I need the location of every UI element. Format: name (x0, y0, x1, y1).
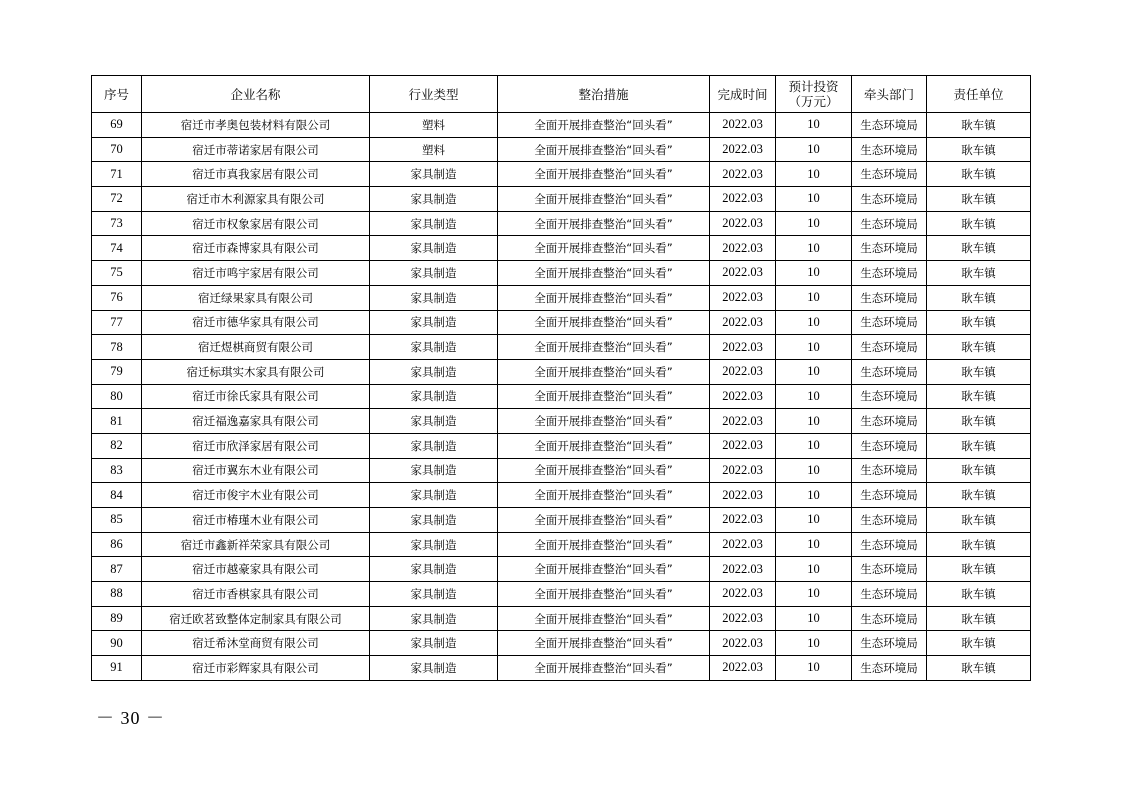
table-row (92, 335, 1031, 360)
col-estimated-investment: 10 (776, 631, 852, 656)
table-row (92, 359, 1031, 384)
table-row (92, 236, 1031, 261)
col-completion-time: 2022.03 (710, 187, 776, 212)
col-company-name: 宿迁希沐堂商贸有限公司 (142, 631, 370, 656)
header-col-responsible-unit: 责任单位 (927, 76, 1031, 113)
col-completion-time: 2022.03 (710, 113, 776, 138)
col-completion-time: 2022.03 (710, 359, 776, 384)
col-remediation-measure: 全面开展排查整治“回头看” (498, 582, 710, 607)
col-estimated-investment: 10 (776, 359, 852, 384)
col-lead-department: 生态环境局 (852, 384, 927, 409)
col-industry-type: 家具制造 (370, 508, 498, 533)
col-responsible-unit: 耿车镇 (927, 211, 1031, 236)
col-company-name: 宿迁福逸嘉家具有限公司 (142, 409, 370, 434)
col-responsible-unit: 耿车镇 (927, 631, 1031, 656)
col-lead-department: 生态环境局 (852, 631, 927, 656)
col-completion-time: 2022.03 (710, 310, 776, 335)
col-industry-type: 家具制造 (370, 409, 498, 434)
col-company-name: 宿迁绿果家具有限公司 (142, 285, 370, 310)
col-responsible-unit: 耿车镇 (927, 137, 1031, 162)
col-company-name: 宿迁市翼东木业有限公司 (142, 458, 370, 483)
col-company-name: 宿迁市欣泽家居有限公司 (142, 433, 370, 458)
table-row (92, 458, 1031, 483)
col-estimated-investment: 10 (776, 483, 852, 508)
col-remediation-measure: 全面开展排查整治“回头看” (498, 532, 710, 557)
col-completion-time: 2022.03 (710, 508, 776, 533)
col-estimated-investment: 10 (776, 384, 852, 409)
col-remediation-measure: 全面开展排查整治“回头看” (498, 557, 710, 582)
table-row (92, 582, 1031, 607)
col-lead-department: 生态环境局 (852, 458, 927, 483)
col-serial: 76 (92, 285, 142, 310)
col-remediation-measure: 全面开展排查整治“回头看” (498, 656, 710, 681)
col-industry-type: 家具制造 (370, 582, 498, 607)
col-company-name: 宿迁市越豪家具有限公司 (142, 557, 370, 582)
col-lead-department: 生态环境局 (852, 557, 927, 582)
col-lead-department: 生态环境局 (852, 656, 927, 681)
col-completion-time: 2022.03 (710, 384, 776, 409)
table-row (92, 310, 1031, 335)
col-estimated-investment: 10 (776, 508, 852, 533)
col-responsible-unit: 耿车镇 (927, 409, 1031, 434)
col-industry-type: 家具制造 (370, 359, 498, 384)
col-responsible-unit: 耿车镇 (927, 187, 1031, 212)
header-col-lead-department: 牵头部门 (852, 76, 927, 113)
col-remediation-measure: 全面开展排查整治“回头看” (498, 508, 710, 533)
table-row (92, 137, 1031, 162)
col-lead-department: 生态环境局 (852, 409, 927, 434)
col-serial: 75 (92, 261, 142, 286)
col-company-name: 宿迁市权象家居有限公司 (142, 211, 370, 236)
col-completion-time: 2022.03 (710, 433, 776, 458)
col-lead-department: 生态环境局 (852, 261, 927, 286)
col-industry-type: 家具制造 (370, 211, 498, 236)
table-row (92, 285, 1031, 310)
col-estimated-investment: 10 (776, 458, 852, 483)
col-estimated-investment: 10 (776, 285, 852, 310)
col-serial: 87 (92, 557, 142, 582)
col-company-name: 宿迁市木利源家具有限公司 (142, 187, 370, 212)
col-remediation-measure: 全面开展排查整治“回头看” (498, 236, 710, 261)
col-estimated-investment: 10 (776, 656, 852, 681)
col-remediation-measure: 全面开展排查整治“回头看” (498, 261, 710, 286)
col-completion-time: 2022.03 (710, 137, 776, 162)
col-industry-type: 家具制造 (370, 187, 498, 212)
col-serial: 88 (92, 582, 142, 607)
col-responsible-unit: 耿车镇 (927, 236, 1031, 261)
table-body (92, 113, 1031, 681)
col-completion-time: 2022.03 (710, 606, 776, 631)
col-company-name: 宿迁市彩辉家具有限公司 (142, 656, 370, 681)
col-estimated-investment: 10 (776, 187, 852, 212)
col-industry-type: 家具制造 (370, 631, 498, 656)
table-row (92, 113, 1031, 138)
col-responsible-unit: 耿车镇 (927, 285, 1031, 310)
col-company-name: 宿迁市真我家居有限公司 (142, 162, 370, 187)
col-company-name: 宿迁市鑫新祥荣家具有限公司 (142, 532, 370, 557)
header-col-completion-time: 完成时间 (710, 76, 776, 113)
col-responsible-unit: 耿车镇 (927, 433, 1031, 458)
col-serial: 70 (92, 137, 142, 162)
col-completion-time: 2022.03 (710, 631, 776, 656)
col-company-name: 宿迁煜棋商贸有限公司 (142, 335, 370, 360)
col-industry-type: 家具制造 (370, 162, 498, 187)
col-industry-type: 家具制造 (370, 656, 498, 681)
col-remediation-measure: 全面开展排查整治“回头看” (498, 606, 710, 631)
col-responsible-unit: 耿车镇 (927, 458, 1031, 483)
col-remediation-measure: 全面开展排查整治“回头看” (498, 409, 710, 434)
col-estimated-investment: 10 (776, 433, 852, 458)
col-lead-department: 生态环境局 (852, 335, 927, 360)
col-responsible-unit: 耿车镇 (927, 656, 1031, 681)
col-industry-type: 家具制造 (370, 335, 498, 360)
col-responsible-unit: 耿车镇 (927, 606, 1031, 631)
table-row (92, 187, 1031, 212)
col-serial: 91 (92, 656, 142, 681)
table-row (92, 656, 1031, 681)
col-remediation-measure: 全面开展排查整治“回头看” (498, 137, 710, 162)
col-industry-type: 家具制造 (370, 483, 498, 508)
col-remediation-measure: 全面开展排查整治“回头看” (498, 285, 710, 310)
col-completion-time: 2022.03 (710, 236, 776, 261)
col-serial: 85 (92, 508, 142, 533)
col-lead-department: 生态环境局 (852, 310, 927, 335)
col-company-name: 宿迁市徐氏家具有限公司 (142, 384, 370, 409)
col-industry-type: 家具制造 (370, 384, 498, 409)
col-completion-time: 2022.03 (710, 532, 776, 557)
enterprise-remediation-table (91, 75, 1031, 681)
col-responsible-unit: 耿车镇 (927, 483, 1031, 508)
table-row (92, 557, 1031, 582)
col-serial: 69 (92, 113, 142, 138)
table-row (92, 211, 1031, 236)
col-industry-type: 家具制造 (370, 532, 498, 557)
col-responsible-unit: 耿车镇 (927, 582, 1031, 607)
col-remediation-measure: 全面开展排查整治“回头看” (498, 310, 710, 335)
col-serial: 71 (92, 162, 142, 187)
col-company-name: 宿迁标琪实木家具有限公司 (142, 359, 370, 384)
col-completion-time: 2022.03 (710, 656, 776, 681)
col-lead-department: 生态环境局 (852, 606, 927, 631)
col-lead-department: 生态环境局 (852, 137, 927, 162)
col-responsible-unit: 耿车镇 (927, 261, 1031, 286)
col-responsible-unit: 耿车镇 (927, 557, 1031, 582)
col-estimated-investment: 10 (776, 310, 852, 335)
col-remediation-measure: 全面开展排查整治“回头看” (498, 113, 710, 138)
col-remediation-measure: 全面开展排查整治“回头看” (498, 433, 710, 458)
col-serial: 80 (92, 384, 142, 409)
col-estimated-investment: 10 (776, 557, 852, 582)
col-estimated-investment: 10 (776, 236, 852, 261)
table-row (92, 433, 1031, 458)
col-completion-time: 2022.03 (710, 285, 776, 310)
col-estimated-investment: 10 (776, 113, 852, 138)
col-lead-department: 生态环境局 (852, 187, 927, 212)
col-completion-time: 2022.03 (710, 335, 776, 360)
col-completion-time: 2022.03 (710, 162, 776, 187)
col-serial: 84 (92, 483, 142, 508)
col-estimated-investment: 10 (776, 261, 852, 286)
col-completion-time: 2022.03 (710, 409, 776, 434)
col-lead-department: 生态环境局 (852, 532, 927, 557)
col-lead-department: 生态环境局 (852, 211, 927, 236)
col-completion-time: 2022.03 (710, 211, 776, 236)
table-header-row (92, 76, 1031, 113)
col-remediation-measure: 全面开展排查整治“回头看” (498, 211, 710, 236)
col-lead-department: 生态环境局 (852, 582, 927, 607)
col-remediation-measure: 全面开展排查整治“回头看” (498, 187, 710, 212)
col-estimated-investment: 10 (776, 162, 852, 187)
col-lead-department: 生态环境局 (852, 508, 927, 533)
col-responsible-unit: 耿车镇 (927, 113, 1031, 138)
col-lead-department: 生态环境局 (852, 236, 927, 261)
col-company-name: 宿迁市鸣宇家居有限公司 (142, 261, 370, 286)
col-remediation-measure: 全面开展排查整治“回头看” (498, 359, 710, 384)
col-completion-time: 2022.03 (710, 483, 776, 508)
table-row (92, 532, 1031, 557)
col-company-name: 宿迁市孝奥包装材料有限公司 (142, 113, 370, 138)
col-serial: 86 (92, 532, 142, 557)
table-row (92, 508, 1031, 533)
col-company-name: 宿迁市德华家具有限公司 (142, 310, 370, 335)
col-completion-time: 2022.03 (710, 557, 776, 582)
col-industry-type: 家具制造 (370, 236, 498, 261)
col-estimated-investment: 10 (776, 409, 852, 434)
col-remediation-measure: 全面开展排查整治“回头看” (498, 458, 710, 483)
col-company-name: 宿迁市森博家具有限公司 (142, 236, 370, 261)
table-row (92, 409, 1031, 434)
col-remediation-measure: 全面开展排查整治“回头看” (498, 483, 710, 508)
col-serial: 81 (92, 409, 142, 434)
col-lead-department: 生态环境局 (852, 285, 927, 310)
table-row (92, 384, 1031, 409)
col-industry-type: 家具制造 (370, 458, 498, 483)
col-industry-type: 家具制造 (370, 310, 498, 335)
col-responsible-unit: 耿车镇 (927, 359, 1031, 384)
col-remediation-measure: 全面开展排查整治“回头看” (498, 631, 710, 656)
col-estimated-investment: 10 (776, 582, 852, 607)
col-lead-department: 生态环境局 (852, 162, 927, 187)
col-industry-type: 家具制造 (370, 433, 498, 458)
col-estimated-investment: 10 (776, 137, 852, 162)
col-industry-type: 塑料 (370, 113, 498, 138)
col-responsible-unit: 耿车镇 (927, 532, 1031, 557)
col-company-name: 宿迁市蒂诺家居有限公司 (142, 137, 370, 162)
col-company-name: 宿迁市俊宇木业有限公司 (142, 483, 370, 508)
col-estimated-investment: 10 (776, 532, 852, 557)
col-industry-type: 家具制造 (370, 285, 498, 310)
col-responsible-unit: 耿车镇 (927, 384, 1031, 409)
header-col-company-name: 企业名称 (142, 76, 370, 113)
col-serial: 82 (92, 433, 142, 458)
col-estimated-investment: 10 (776, 211, 852, 236)
col-industry-type: 塑料 (370, 137, 498, 162)
col-remediation-measure: 全面开展排查整治“回头看” (498, 384, 710, 409)
col-remediation-measure: 全面开展排查整治“回头看” (498, 335, 710, 360)
col-company-name: 宿迁欧茗致整体定制家具有限公司 (142, 606, 370, 631)
col-responsible-unit: 耿车镇 (927, 508, 1031, 533)
table-row (92, 483, 1031, 508)
col-estimated-investment: 10 (776, 335, 852, 360)
header-col-estimated-investment: 预计投资 （万元） (776, 76, 852, 113)
col-serial: 79 (92, 359, 142, 384)
col-serial: 72 (92, 187, 142, 212)
col-completion-time: 2022.03 (710, 582, 776, 607)
col-serial: 73 (92, 211, 142, 236)
col-completion-time: 2022.03 (710, 458, 776, 483)
table-row (92, 261, 1031, 286)
col-serial: 83 (92, 458, 142, 483)
table-row (92, 162, 1031, 187)
col-serial: 77 (92, 310, 142, 335)
col-serial: 90 (92, 631, 142, 656)
col-responsible-unit: 耿车镇 (927, 335, 1031, 360)
col-serial: 74 (92, 236, 142, 261)
table-row (92, 631, 1031, 656)
col-lead-department: 生态环境局 (852, 359, 927, 384)
col-lead-department: 生态环境局 (852, 433, 927, 458)
col-responsible-unit: 耿车镇 (927, 310, 1031, 335)
col-company-name: 宿迁市香棋家具有限公司 (142, 582, 370, 607)
page-number: － 30 － (96, 708, 165, 728)
col-serial: 89 (92, 606, 142, 631)
col-estimated-investment: 10 (776, 606, 852, 631)
header-col-remediation-measure: 整治措施 (498, 76, 710, 113)
col-company-name: 宿迁市椿瑾木业有限公司 (142, 508, 370, 533)
col-industry-type: 家具制造 (370, 261, 498, 286)
header-col-industry-type: 行业类型 (370, 76, 498, 113)
col-serial: 78 (92, 335, 142, 360)
col-lead-department: 生态环境局 (852, 113, 927, 138)
col-remediation-measure: 全面开展排查整治“回头看” (498, 162, 710, 187)
table-row (92, 606, 1031, 631)
col-industry-type: 家具制造 (370, 557, 498, 582)
col-responsible-unit: 耿车镇 (927, 162, 1031, 187)
col-lead-department: 生态环境局 (852, 483, 927, 508)
header-col-serial: 序号 (92, 76, 142, 113)
col-completion-time: 2022.03 (710, 261, 776, 286)
col-industry-type: 家具制造 (370, 606, 498, 631)
